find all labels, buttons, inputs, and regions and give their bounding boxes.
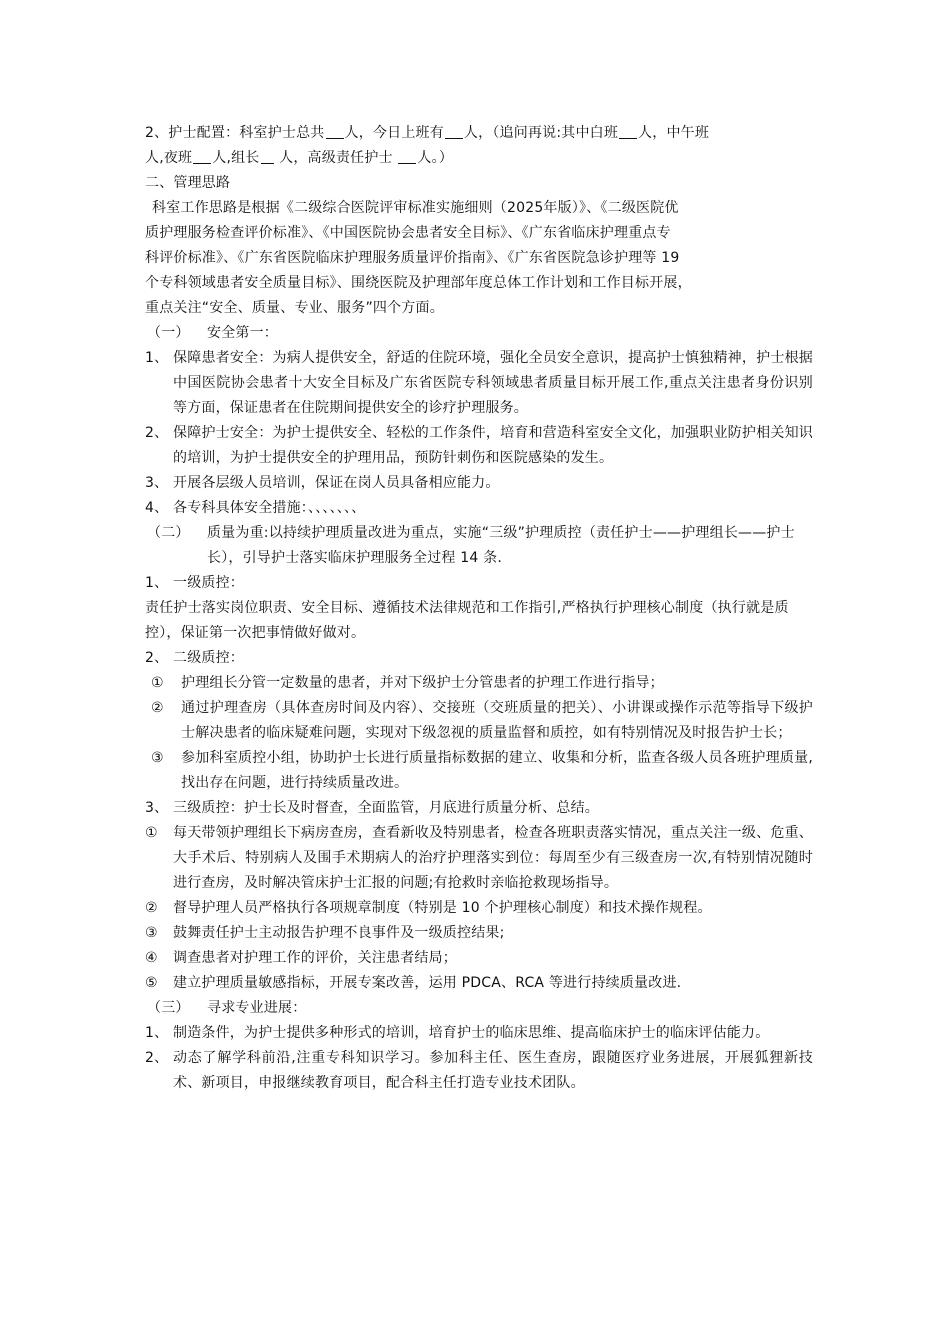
circled-item bbox=[145, 696, 813, 746]
circled-number: ⑤ bbox=[145, 975, 158, 991]
qc-level-1-heading bbox=[145, 571, 813, 596]
qc-level-3-heading bbox=[145, 796, 813, 821]
list-item bbox=[145, 346, 813, 421]
circled-text: 参加科室质控小组，协助护士长进行质量指标数据的建立、收集和分析，监查各级人员各班护理质量,找出存在问题，进行持续质量改进。 bbox=[181, 750, 813, 791]
list-number: 2、 bbox=[145, 1050, 169, 1066]
circled-item bbox=[145, 821, 813, 896]
circled-item bbox=[145, 921, 813, 946]
subsection-title: 安全第一： bbox=[207, 325, 278, 341]
blank-night-shift bbox=[193, 149, 211, 164]
list-number: 1、 bbox=[145, 575, 169, 591]
circled-number: ③ bbox=[151, 750, 164, 766]
staff-text-c: 人，（追问再说:其中白班 bbox=[463, 125, 619, 141]
circled-text: 每天带领护理组长下病房查房，查看新收及特别患者，检查各班职责落实情况，重点关注一级、危重、大手术后、特别病人及围手术期病人的治疗护理落实到位：每周至少有三级查房一次,有特别情况随时进行查房，及时解决管床护士汇报的问题;有抢救时亲临抢救现场指导。 bbox=[173, 825, 813, 891]
circled-number: ② bbox=[145, 900, 158, 916]
intro-line-4: 个专科领域患者安全质量目标》、围绕医院及护理部年度总体工作计划和工作目标开展， bbox=[145, 275, 692, 291]
list-item bbox=[145, 421, 813, 471]
blank-senior bbox=[398, 149, 416, 164]
circled-number: ④ bbox=[145, 950, 158, 966]
list-text: 保障护士安全：为护士提供安全、轻松的工作条件，培育和营造科室安全文化，加强职业防护相关知识的培训，为护士提供安全的护理用品，预防针刺伤和医院感染的发生。 bbox=[173, 425, 813, 466]
staff-text-f: 人,组长 bbox=[212, 150, 260, 166]
subsection-label: （三） bbox=[147, 1000, 190, 1016]
qc-level-1-body: 责任护士落实岗位职责、安全目标、遵循技术法律规范和工作指引,严格执行护理核心制度（执行就是质控），保证第一次把事情做好做对。 bbox=[145, 600, 789, 641]
subsection-quality bbox=[145, 521, 813, 571]
staff-text-h: 人。） bbox=[417, 150, 454, 166]
circled-number: ② bbox=[151, 700, 164, 716]
circled-item bbox=[145, 746, 813, 796]
circled-item bbox=[145, 946, 813, 971]
intro-line-3: 科评价标准》、《广东省医院临床护理服务质量评价指南》、《广东省医院急诊护理等 19 bbox=[145, 250, 680, 266]
section-heading-management: 二、管理思路 bbox=[145, 175, 231, 191]
intro-line-1: 科室工作思路是根据《二级综合医院评审标准实施细则（2025年版）》、《二级医院优 bbox=[152, 200, 679, 216]
circled-item bbox=[145, 671, 813, 696]
list-item bbox=[145, 1021, 813, 1046]
subsection-text: 质量为重:以持续护理质量改进为重点，实施“三级”护理质控（责任护士——护理组长——护士长），引导护士落实临床护理服务全过程 14 条. bbox=[207, 525, 795, 566]
blank-day-shift bbox=[619, 124, 637, 139]
subsection-label: （一） bbox=[147, 325, 190, 341]
staff-text-g: 人，高级责任护士 bbox=[279, 150, 393, 166]
subsection-title: 寻求专业进展： bbox=[207, 1000, 307, 1016]
staff-config-paragraph bbox=[145, 121, 813, 146]
blank-on-duty bbox=[445, 124, 463, 139]
list-number: 4、 bbox=[145, 500, 169, 516]
list-text: 各专科具体安全措施：、、、、、、、 bbox=[173, 500, 366, 516]
subsection-professional bbox=[145, 996, 813, 1021]
list-text: 保障患者安全：为病人提供安全，舒适的住院环境，强化全员安全意识，提高护士慎独精神，护士根据中国医院协会患者十大安全目标及广东省医院专科领域患者质量目标开展工作,重点关注患者身份识别等方面，保证患者在住院期间提供安全的诊疗护理服务。 bbox=[173, 350, 813, 416]
circled-number: ③ bbox=[145, 925, 158, 941]
list-text: 一级质控： bbox=[173, 575, 244, 591]
intro-line-2: 质护理服务检查评价标准》、《中国医院协会患者安全目标》、《广东省临床护理重点专 bbox=[145, 225, 671, 241]
staff-text-d: 人，中午班 bbox=[638, 125, 710, 141]
list-number: 3、 bbox=[145, 800, 169, 816]
document-body bbox=[145, 121, 813, 1096]
list-text: 二级质控： bbox=[173, 650, 244, 666]
staff-config-paragraph-cont bbox=[145, 146, 813, 171]
intro-line-5: 重点关注“安全、质量、专业、服务”四个方面。 bbox=[145, 300, 444, 316]
list-number: 2、 bbox=[145, 425, 169, 441]
blank-leader bbox=[261, 149, 274, 164]
list-text: 开展各层级人员培训，保证在岗人员具备相应能力。 bbox=[173, 475, 500, 491]
circled-text: 建立护理质量敏感指标，开展专案改善，运用 PDCA、RCA 等进行持续质量改进. bbox=[173, 975, 682, 991]
circled-text: 督导护理人员严格执行各项规章制度（特别是 10 个护理核心制度）和技术操作规程。 bbox=[173, 900, 712, 916]
circled-text: 调查患者对护理工作的评价，关注患者结局； bbox=[173, 950, 457, 966]
list-text: 三级质控：护士长及时督查，全面监管，月底进行质量分析、总结。 bbox=[173, 800, 599, 816]
circled-number: ① bbox=[151, 675, 164, 691]
qc-level-2-heading bbox=[145, 646, 813, 671]
blank-total bbox=[326, 124, 344, 139]
circled-text: 通过护理查房（具体查房时间及内容）、交接班（交班质量的把关）、小讲课或操作示范等指导下级护士解决患者的临床疑难问题，实现对下级忽视的质量监督和质控，如有特别情况及时报告护士长； bbox=[181, 700, 813, 741]
list-text: 动态了解学科前沿,注重专科知识学习。参加科主任、医生查房，跟随医疗业务进展，开展狐狸新技术、新项目，申报继续教育项目，配合科主任打造专业技术团队。 bbox=[173, 1050, 813, 1091]
subsection-safety bbox=[145, 321, 813, 346]
list-number: 1、 bbox=[145, 1025, 169, 1041]
list-item bbox=[145, 471, 813, 496]
list-number: 2、 bbox=[145, 650, 169, 666]
circled-item bbox=[145, 896, 813, 921]
staff-text-b: 人，今日上班有 bbox=[344, 125, 444, 141]
list-number: 3、 bbox=[145, 475, 169, 491]
staff-text-a: 2、护士配置：科室护士总共 bbox=[145, 125, 325, 141]
circled-text: 鼓舞责任护士主动报告护理不良事件及一级质控结果; bbox=[173, 925, 505, 941]
list-item bbox=[145, 496, 813, 521]
circled-text: 护理组长分管一定数量的患者，并对下级护士分管患者的护理工作进行指导； bbox=[181, 675, 664, 691]
list-number: 1、 bbox=[145, 350, 169, 366]
circled-number: ① bbox=[145, 825, 158, 841]
subsection-label: （二） bbox=[147, 525, 190, 541]
staff-text-e: 人,夜班 bbox=[145, 150, 193, 166]
circled-item bbox=[145, 971, 813, 996]
list-item bbox=[145, 1046, 813, 1096]
list-text: 制造条件，为护士提供多种形式的培训，培育护士的临床思维、提高临床护士的临床评估能力。 bbox=[173, 1025, 770, 1041]
